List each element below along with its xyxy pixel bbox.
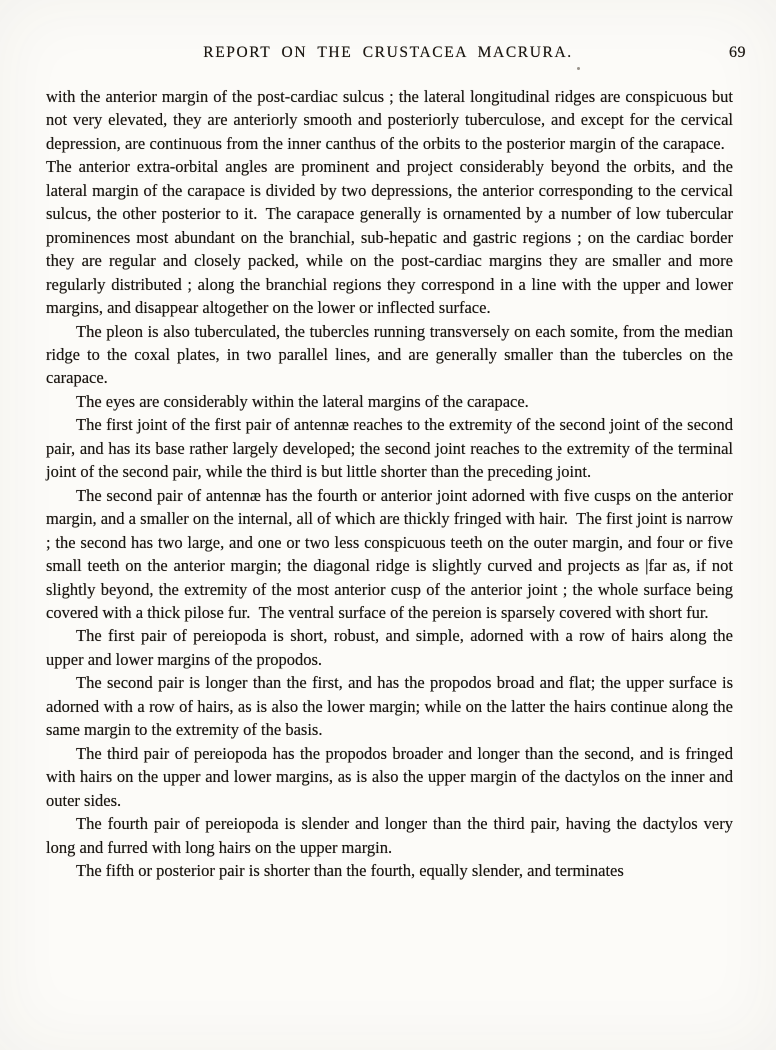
paragraph: with the anterior margin of the post-cardiac sulcus ; the lateral longitudinal ridges are conspicuous but not very elevated, they are anteriorly smooth and posteriorly tuberculose, and except for the cervical depression, are continuous from the inner canthus of the orbits to the posterior margin of the carapace. The anterior extra-orbital angles are prominent and project considerably beyond the orbits, and the lateral margin of the carapace is divided by two depressions, the anterior corresponding to the cervical sulcus, the other posterior to it. The carapace generally is ornamented by a number of low tubercular prominences most abundant on the branchial, sub-hepatic and gastric regions ; on the cardiac border they are regular and closely packed, while on the post-cardiac margins they are smaller and more regularly distributed ; along the branchial regions they correspond in a line with the upper and lower margins, and disappear altogether on the lower or inflected surface.	[46, 87, 733, 318]
running-head	[0, 44, 776, 66]
paragraph: The second pair is longer than the first, and has the propodos broad and flat; the upper surface is adorned with a row of hairs, as is also the lower margin; while on the latter the hairs continue along the same margin to the extremity of the basis.	[46, 673, 733, 740]
paragraph: The fifth or posterior pair is shorter than the fourth, equally slender, and terminates	[76, 860, 624, 880]
paragraph: The fourth pair of pereiopoda is slender and longer than the third pair, having the dactylos very long and furred with long hairs on the upper margin.	[46, 814, 733, 857]
page-body	[46, 85, 733, 882]
paragraph: The eyes are considerably within the lateral margins of the carapace.	[76, 391, 529, 411]
page-title: REPORT ON THE CRUSTACEA MACRURA.	[203, 44, 573, 61]
paragraph: The third pair of pereiopoda has the propodos broader and longer than the second, and is fringed with hairs on the upper and lower margins, as is also the upper margin of the dactylos on the inner and outer sides.	[46, 743, 733, 810]
paragraph: The pleon is also tuberculated, the tubercles running transversely on each somite, from the median ridge to the coxal plates, in two parallel lines, and are generally smaller than the tubercles on the carapace.	[46, 321, 733, 388]
paragraph: The first pair of pereiopoda is short, robust, and simple, adorned with a row of hairs along the upper and lower margins of the propodos.	[46, 626, 733, 669]
paragraph: The first joint of the first pair of antennæ reaches to the extremity of the second joint of the second pair, and has its base rather largely developed; the second joint reaches to the extremity of the terminal joint of the second pair, while the third is but little shorter than the preceding joint.	[46, 415, 733, 482]
paragraph: The second pair of antennæ has the fourth or anterior joint adorned with five cusps on the anterior margin, and a smaller on the internal, all of which are thickly fringed with hair. The first joint is narrow ; the second has two large, and one or two less conspicuous teeth on the outer margin, and four or five small teeth on the anterior margin; the diagonal ridge is slightly curved and projects as |far as, if not slightly beyond, the extremity of the most anterior cusp of the anterior joint ; the whole surface being covered with a thick pilose fur. The ventral surface of the pereion is sparsely covered with short fur.	[46, 485, 733, 622]
page-number: 69	[729, 44, 746, 61]
ink-speck	[577, 67, 580, 70]
